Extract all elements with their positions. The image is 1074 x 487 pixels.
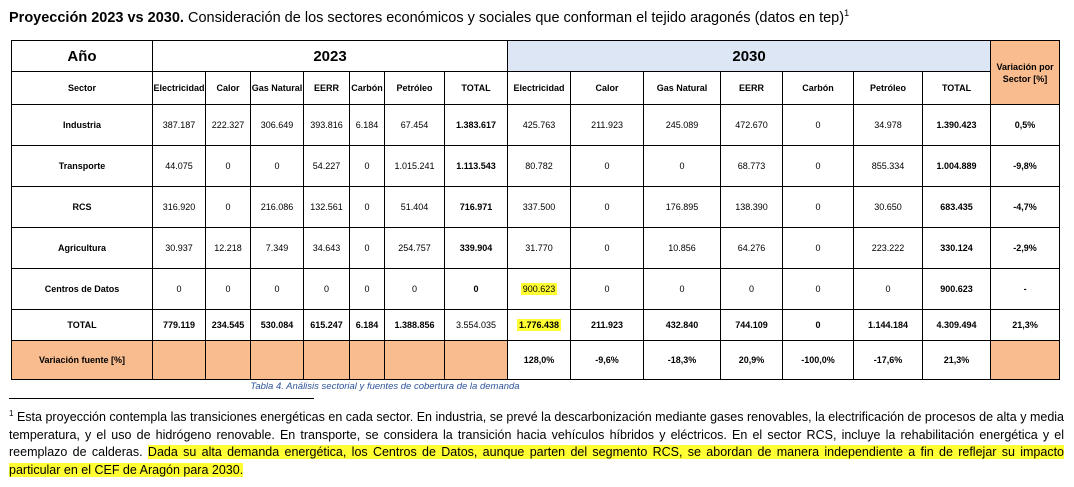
value-2030-cell: 855.334 [854, 146, 923, 187]
total-2030-cell: 4.309.494 [923, 310, 991, 341]
total-2023-cell: 6.184 [350, 310, 385, 341]
value-2023-cell: 51.404 [385, 187, 445, 228]
value-2023-cell: 0 [350, 269, 385, 310]
col-2023-header: EERR [304, 72, 350, 105]
value-2023-cell: 6.184 [350, 105, 385, 146]
sector-cell: Agricultura [12, 228, 153, 269]
value-2030-cell: 64.276 [721, 228, 783, 269]
value-2030-cell: 0 [571, 146, 644, 187]
total-2023-cell: 1.388.856 [385, 310, 445, 341]
value-2023-cell: 30.937 [153, 228, 206, 269]
value-2030-cell: 245.089 [644, 105, 721, 146]
total-2030-cell: 744.109 [721, 310, 783, 341]
total-2023-cell: 530.084 [251, 310, 304, 341]
value-2023-cell: 0 [153, 269, 206, 310]
total-2023-cell: 3.554.035 [445, 310, 508, 341]
sector-header: Sector [12, 72, 153, 105]
variacion-fuente-value: 21,3% [923, 341, 991, 380]
table-body [12, 105, 1060, 380]
value-2023-cell: 716.971 [445, 187, 508, 228]
variacion-fuente-value: 20,9% [721, 341, 783, 380]
value-2023-cell: 54.227 [304, 146, 350, 187]
footnote-highlighted: Dada su alta demanda energética, los Centros de Datos, aunque parten del segmento RCS, se abordan de manera independiente a fin de reflejar su impacto particular en el CEF de Aragón para 2030. [9, 445, 1065, 477]
table-row [12, 269, 1060, 310]
value-2023-cell: 0 [350, 146, 385, 187]
value-2023-cell: 216.086 [251, 187, 304, 228]
empty-orange-cell [385, 341, 445, 380]
value-2030-cell: 330.124 [923, 228, 991, 269]
variacion-cell: -4,7% [991, 187, 1060, 228]
value-2030-cell: 10.856 [644, 228, 721, 269]
value-2030-cell: 0 [783, 228, 854, 269]
year-header-row [12, 41, 1060, 72]
title-footnote-mark: 1 [844, 8, 850, 18]
sector-cell: Transporte [12, 146, 153, 187]
total-row [12, 310, 1060, 341]
value-2030-cell: 31.770 [508, 228, 571, 269]
total-2023-cell: 615.247 [304, 310, 350, 341]
table-row [12, 105, 1060, 146]
value-2030-cell: 0 [571, 187, 644, 228]
value-2023-cell: 254.757 [385, 228, 445, 269]
value-2023-cell: 387.187 [153, 105, 206, 146]
value-2030-cell: 68.773 [721, 146, 783, 187]
value-2023-cell: 12.218 [206, 228, 251, 269]
variacion-fuente-value: -18,3% [644, 341, 721, 380]
value-2030-cell: 223.222 [854, 228, 923, 269]
variacion-cell: - [991, 269, 1060, 310]
value-2023-cell: 0 [445, 269, 508, 310]
value-2023-cell: 222.327 [206, 105, 251, 146]
footnote [9, 405, 1064, 479]
empty-orange-cell [206, 341, 251, 380]
total-2030-cell: 432.840 [644, 310, 721, 341]
value-2030-cell: 0 [783, 146, 854, 187]
value-2023-cell: 0 [251, 269, 304, 310]
value-2023-cell: 1.113.543 [445, 146, 508, 187]
col-2030-header: Petróleo [854, 72, 923, 105]
total-2030-cell: 211.923 [571, 310, 644, 341]
total-variacion-cell: 21,3% [991, 310, 1060, 341]
col-2023-header: Gas Natural [251, 72, 304, 105]
value-2030-cell: 683.435 [923, 187, 991, 228]
variacion-fuente-value: -17,6% [854, 341, 923, 380]
value-2030-cell: 900.623 [923, 269, 991, 310]
table-caption: Tabla 4. Análisis sectorial y fuentes de cobertura de la demanda [250, 381, 520, 392]
value-2023-cell: 67.454 [385, 105, 445, 146]
ano-header: Año [12, 41, 153, 72]
col-2030-header: Calor [571, 72, 644, 105]
col-2030-header: Electricidad [508, 72, 571, 105]
value-2023-cell: 7.349 [251, 228, 304, 269]
empty-orange-cell [991, 341, 1060, 380]
value-2030-cell: 0 [644, 146, 721, 187]
value-2023-cell: 0 [206, 269, 251, 310]
value-2023-cell: 0 [350, 187, 385, 228]
value-2030-cell: 0 [783, 269, 854, 310]
empty-orange-cell [350, 341, 385, 380]
value-2030-cell: 1.004.889 [923, 146, 991, 187]
value-2023-cell: 393.816 [304, 105, 350, 146]
total-2030-cell: 1.144.184 [854, 310, 923, 341]
empty-orange-cell [304, 341, 350, 380]
variacion-fuente-value: -9,6% [571, 341, 644, 380]
value-2030-cell: 337.500 [508, 187, 571, 228]
value-2023-cell: 0 [350, 228, 385, 269]
empty-orange-cell [445, 341, 508, 380]
variacion-cell: -9,8% [991, 146, 1060, 187]
column-header-row [12, 72, 1060, 105]
variacion-cell: -2,9% [991, 228, 1060, 269]
highlighted-value: 1.776.438 [519, 320, 560, 330]
col-2023-header: Petróleo [385, 72, 445, 105]
value-2030-cell: 472.670 [721, 105, 783, 146]
sector-cell: Industria [12, 105, 153, 146]
value-2023-cell: 0 [206, 146, 251, 187]
total-2030-cell [508, 310, 571, 341]
variacion-fuente-value: -100,0% [783, 341, 854, 380]
highlighted-value: 900.623 [522, 284, 556, 294]
value-2030-cell: 0 [571, 269, 644, 310]
col-2023-header: Electricidad [153, 72, 206, 105]
col-2030-header: Carbón [783, 72, 854, 105]
empty-orange-cell [251, 341, 304, 380]
value-2030-cell [508, 269, 571, 310]
variacion-cell: 0,5% [991, 105, 1060, 146]
col-2023-header: Carbón [350, 72, 385, 105]
value-2023-cell: 132.561 [304, 187, 350, 228]
value-2023-cell: 1.015.241 [385, 146, 445, 187]
value-2030-cell: 0 [721, 269, 783, 310]
value-2023-cell: 306.649 [251, 105, 304, 146]
value-2030-cell: 30.650 [854, 187, 923, 228]
total-2023-cell: 234.545 [206, 310, 251, 341]
col-2030-header: TOTAL [923, 72, 991, 105]
value-2030-cell: 0 [644, 269, 721, 310]
footnote-rule [9, 398, 314, 399]
value-2023-cell: 0 [206, 187, 251, 228]
value-2030-cell: 0 [854, 269, 923, 310]
value-2030-cell: 0 [783, 187, 854, 228]
page-title [9, 8, 849, 26]
footnote-mark: 1 [9, 409, 14, 418]
value-2023-cell: 0 [251, 146, 304, 187]
year-2023-header: 2023 [153, 41, 508, 72]
variacion-fuente-value: 128,0% [508, 341, 571, 380]
col-2030-header: EERR [721, 72, 783, 105]
total-label-cell: TOTAL [12, 310, 153, 341]
year-2030-header: 2030 [508, 41, 991, 72]
value-2030-cell: 425.763 [508, 105, 571, 146]
value-2023-cell: 316.920 [153, 187, 206, 228]
table-row [12, 228, 1060, 269]
empty-orange-cell [153, 341, 206, 380]
value-2023-cell: 0 [304, 269, 350, 310]
energy-table [11, 40, 1060, 380]
col-2023-header: TOTAL [445, 72, 508, 105]
value-2023-cell: 339.904 [445, 228, 508, 269]
sector-cell: RCS [12, 187, 153, 228]
title-bold: Proyección 2023 vs 2030. [9, 9, 184, 26]
total-2030-cell: 0 [783, 310, 854, 341]
value-2023-cell: 0 [385, 269, 445, 310]
total-2023-cell: 779.119 [153, 310, 206, 341]
variacion-fuente-row [12, 341, 1060, 380]
col-2023-header: Calor [206, 72, 251, 105]
sector-cell: Centros de Datos [12, 269, 153, 310]
value-2030-cell: 34.978 [854, 105, 923, 146]
variacion-fuente-label: Variación fuente [%] [12, 341, 153, 380]
variacion-sector-header: Variación por Sector [%] [991, 41, 1060, 105]
footnote-text: Esta proyección contempla las transiciones energéticas en cada sector. En industria, se prevé la descarbonización mediante gases renovables, la electrificación de procesos de alta y media temperatura, y el uso de hidrógeno renovable. En transporte, se considera la transición hacia vehículos híbridos y eléctricos. En el sector RCS, incluye la rehabilitación energética y el reemplazo de calderas. [9, 410, 1064, 460]
value-2030-cell: 176.895 [644, 187, 721, 228]
value-2023-cell: 44.075 [153, 146, 206, 187]
value-2023-cell: 34.643 [304, 228, 350, 269]
col-2030-header: Gas Natural [644, 72, 721, 105]
value-2030-cell: 211.923 [571, 105, 644, 146]
value-2030-cell: 0 [783, 105, 854, 146]
table-row [12, 146, 1060, 187]
value-2030-cell: 80.782 [508, 146, 571, 187]
table-row [12, 187, 1060, 228]
value-2030-cell: 0 [571, 228, 644, 269]
value-2030-cell: 138.390 [721, 187, 783, 228]
value-2023-cell: 1.383.617 [445, 105, 508, 146]
title-rest: Consideración de los sectores económicos y sociales que conforman el tejido aragonés (datos en tep) [183, 9, 845, 26]
value-2030-cell: 1.390.423 [923, 105, 991, 146]
